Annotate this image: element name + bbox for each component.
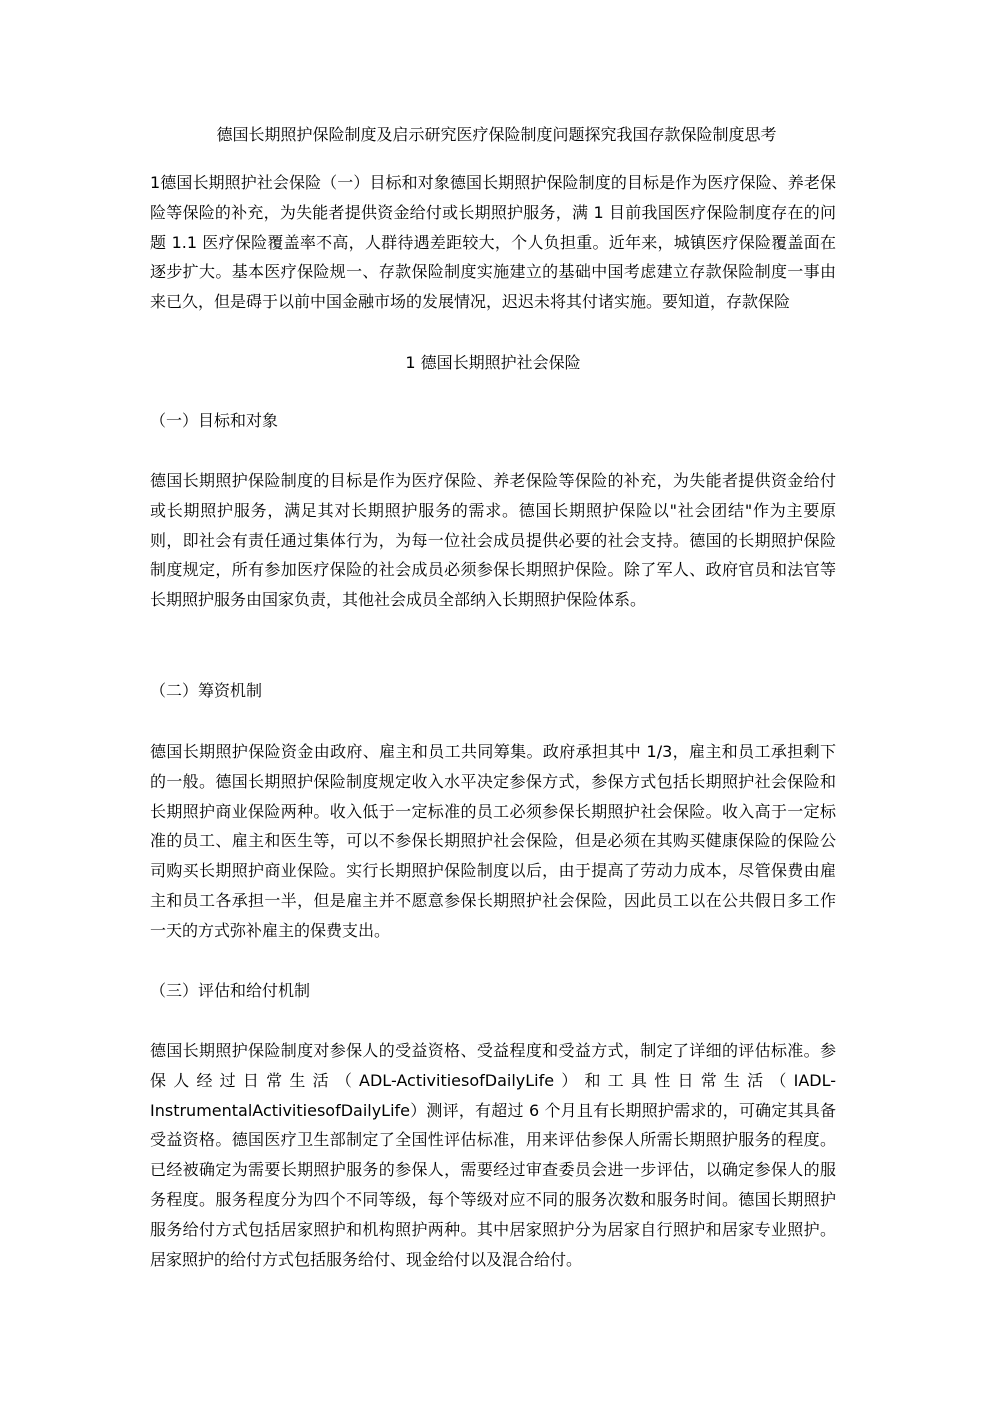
document-title: 德国长期照护保险制度及启示研究医疗保险制度问题探究我国存款保险制度思考 <box>216 125 777 144</box>
subsection-3-paragraph: 德国长期照护保险制度对参保人的受益资格、受益程度和受益方式，制定了详细的评估标准。参保人经过日常生活（ADL-ActivitiesofDailyLife）和工具性日常生活（IADL-InstrumentalActivitiesofDailyLife）测评，有超过 6 个月且有长期照护需求的，可确定其具备受益资格。德国医疗卫生部制定了全国性评估标准，用来评估参保人所需长期照护服务的程度。已经被确定为需要长期照护服务的参保人，需要经过审查委员会进一步评估，以确定参保人的服务程度。服务程度分为四个不同等级，每个等级对应不同的服务次数和服务时间。德国长期照护服务给付方式包括居家照护和机构照护两种。其中居家照护分为居家自行照护和居家专业照护。居家照护的给付方式包括服务给付、现金给付以及混合给付。 <box>150 1041 836 1269</box>
subsection-3-heading: （三）评估和给付机制 <box>150 981 311 1000</box>
section-1-heading: 1 德国长期照护社会保险 <box>405 353 581 372</box>
subsection-2-paragraph: 德国长期照护保险资金由政府、雇主和员工共同筹集。政府承担其中 1/3，雇主和员工承担剩下的一般。德国长期照护保险制度规定收入水平决定参保方式，参保方式包括长期照护社会保险和长期照护商业保险两种。收入低于一定标准的员工必须参保长期照护社会保险。收入高于一定标准的员工、雇主和医生等，可以不参保长期照护社会保险，但是必须在其购买健康保险的保险公司购买长期照护商业保险。实行长期照护保险制度以后，由于提高了劳动力成本，尽管保费由雇主和员工各承担一半，但是雇主并不愿意参保长期照护社会保险，因此员工以在公共假日多工作一天的方式弥补雇主的保费支出。 <box>150 742 836 940</box>
subsection-1-paragraph: 德国长期照护保险制度的目标是作为医疗保险、养老保险等保险的补充，为失能者提供资金给付或长期照护服务，满足其对长期照护服务的需求。德国长期照护保险以"社会团结"作为主要原则，即社会有责任通过集体行为，为每一位社会成员提供必要的社会支持。德国的长期照护保险制度规定，所有参加医疗保险的社会成员必须参保长期照护保险。除了军人、政府官员和法官等长期照护服务由国家负责，其他社会成员全部纳入长期照护保险体系。 <box>150 471 836 610</box>
subsection-2-heading: （二）筹资机制 <box>150 681 263 700</box>
subsection-1-heading: （一）目标和对象 <box>150 411 279 430</box>
intro-paragraph: 1德国长期照护社会保险（一）目标和对象德国长期照护保险制度的目标是作为医疗保险、养老保险等保险的补充，为失能者提供资金给付或长期照护服务，满 1 目前我国医疗保险制度存在的问题 1.1 医疗保险覆盖率不高，人群待遇差距较大，个人负担重。近年来，城镇医疗保险覆盖面在逐步扩大。基本医疗保险规一、存款保险制度实施建立的基础中国考虑建立存款保险制度一事由来已久，但是碍于以前中国金融市场的发展情况，迟迟未将其付诸实施。要知道，存款保险 <box>150 173 836 312</box>
